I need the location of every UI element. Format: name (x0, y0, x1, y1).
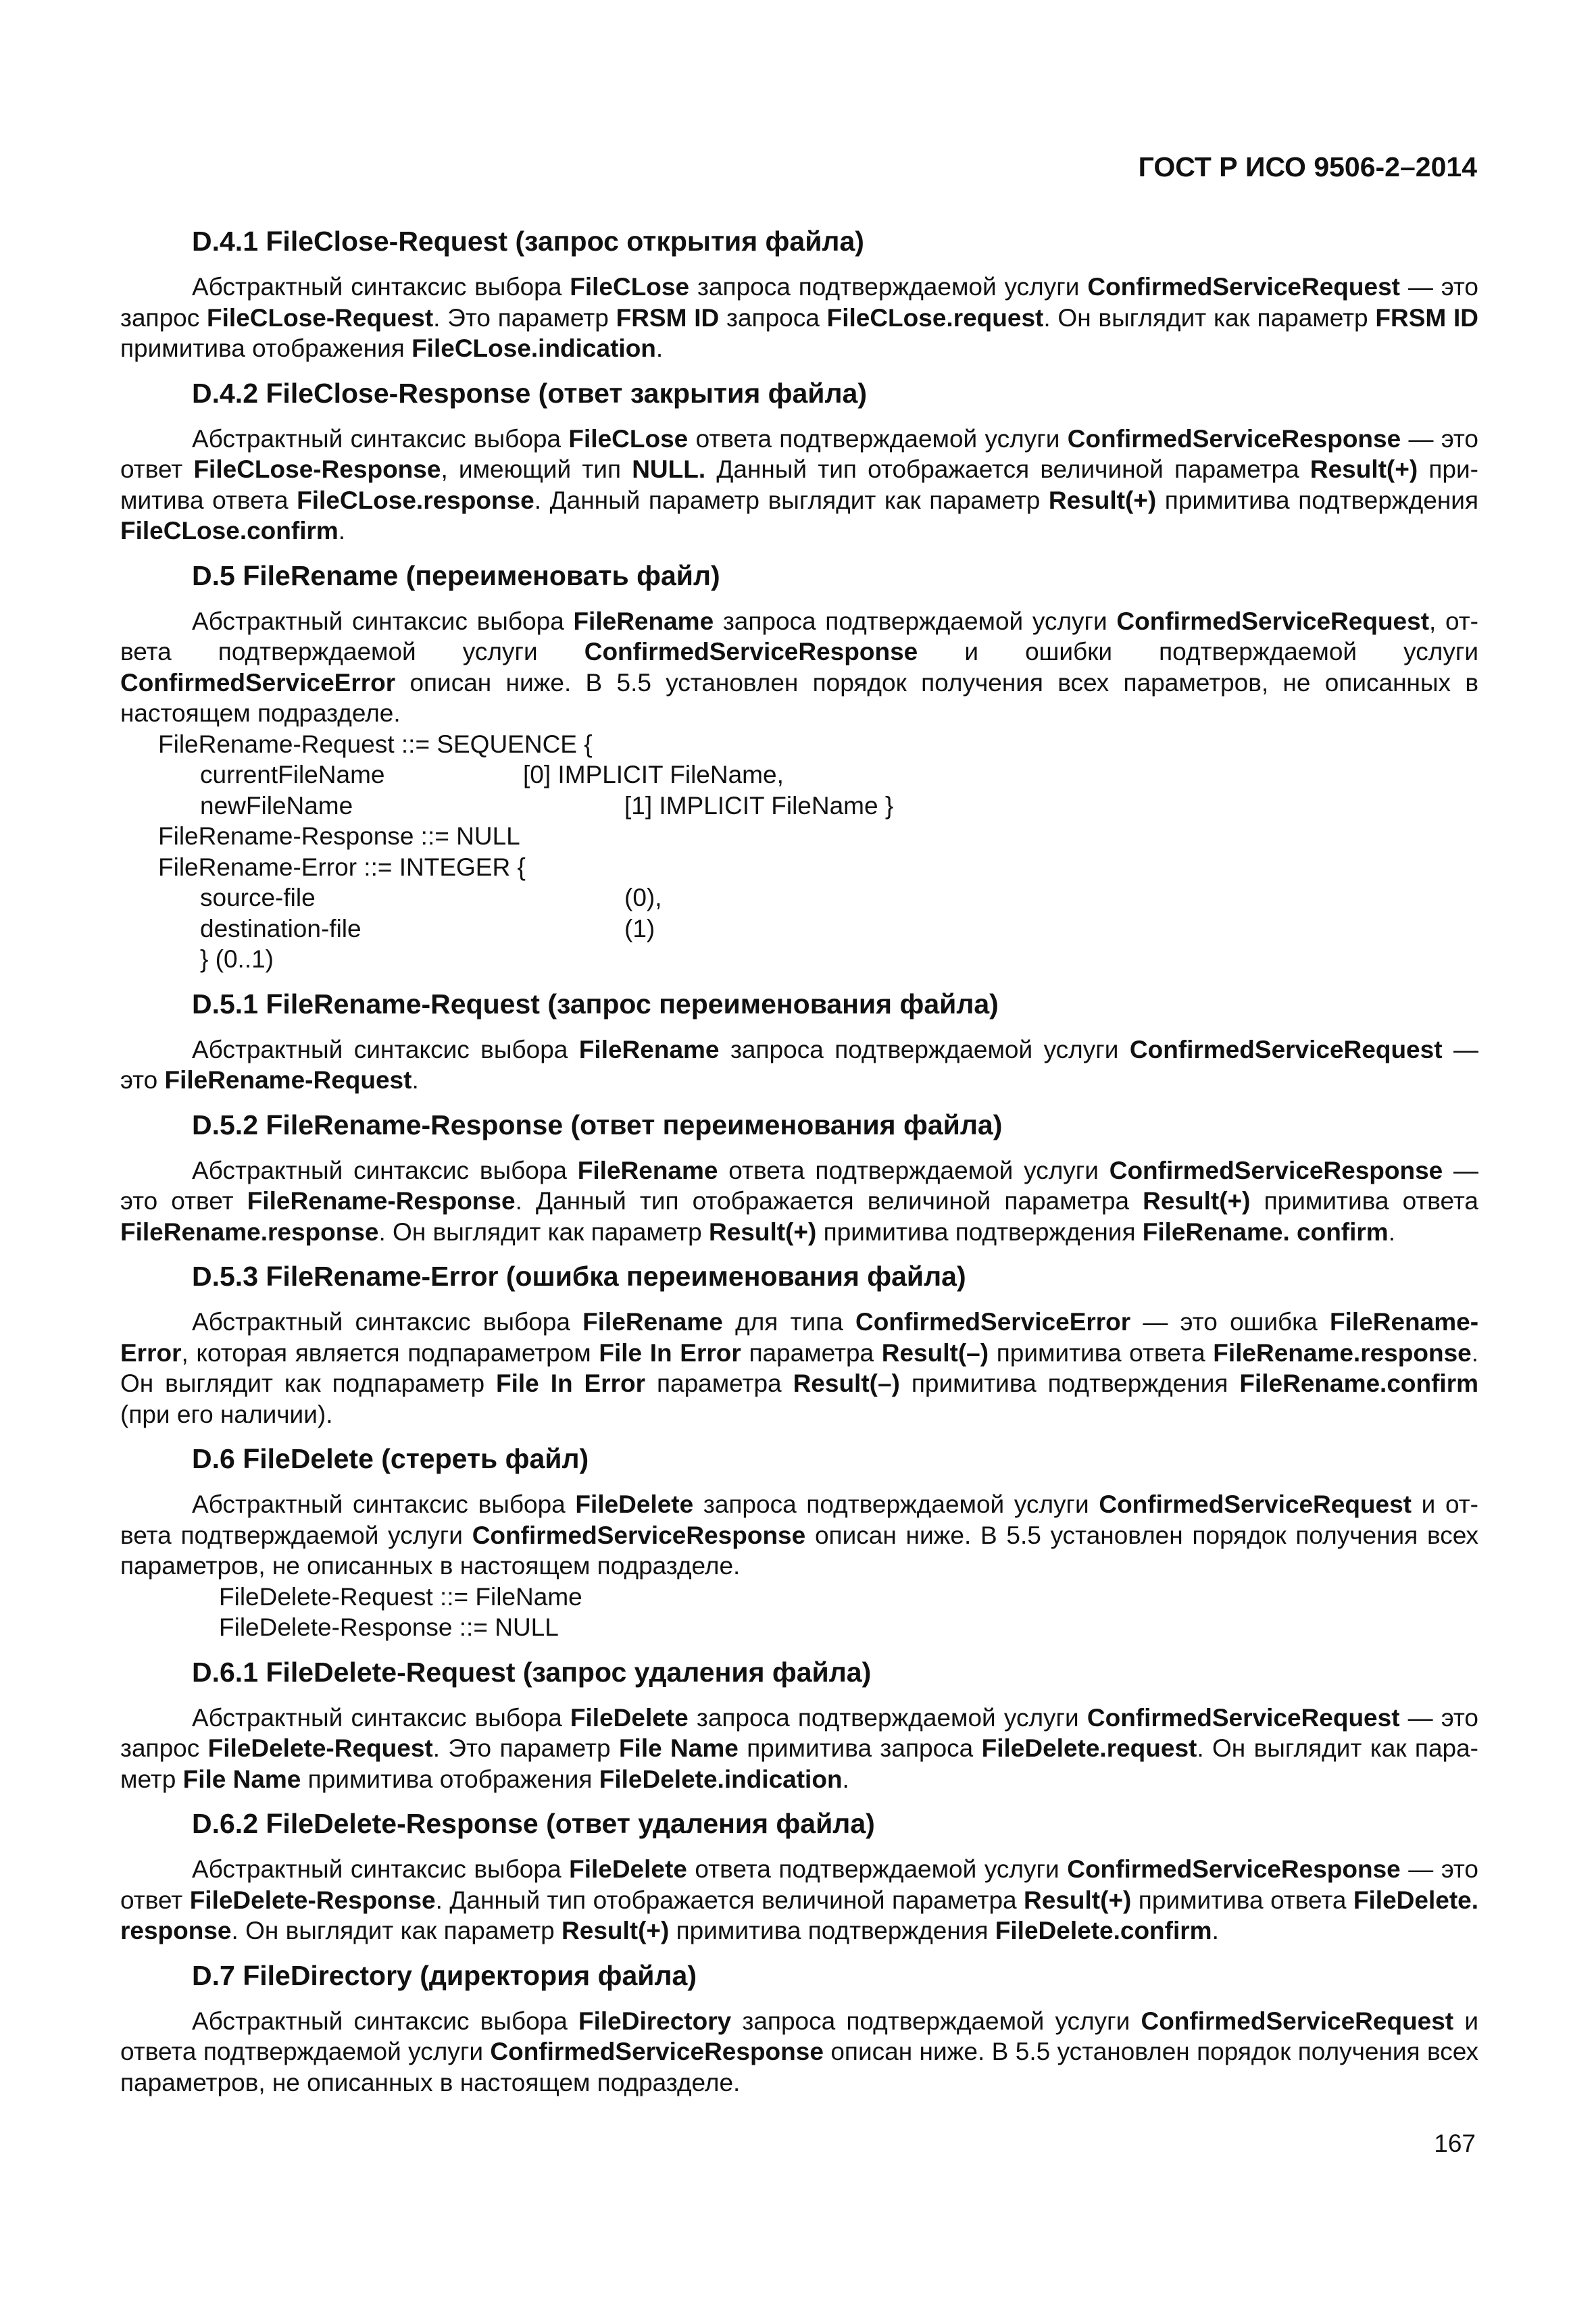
bold-term: FileCLose (570, 273, 690, 301)
text-run: запроса подтверждаемой услуги (731, 2007, 1141, 2035)
heading-d6: D.6 FileDelete (стереть файл) (192, 1443, 589, 1474)
paragraph-d52 (120, 1155, 1478, 1248)
paragraph-d42 (120, 424, 1478, 547)
text-run: . Данный тип отображается величиной параметра (435, 1886, 1024, 1914)
text-run: . (1388, 1217, 1395, 1246)
bold-term: FileCLose (568, 424, 689, 453)
heading-d5: D.5 FileRename (переименовать файл) (192, 559, 720, 591)
text-run: . (655, 334, 664, 362)
text-run: . Он выглядит как подпараметр (120, 1338, 1478, 1397)
bold-term: Result(+) (562, 1917, 670, 1944)
bold-term: NULL. (632, 455, 706, 483)
text-run: Абстрактный синтаксис выбора (192, 273, 570, 301)
heading-d42: D.4.2 FileClose-Response (ответ закрытия файла) (192, 377, 868, 409)
heading-d61: D.6.1 FileDelete-Request (запрос удаления файла) (192, 1656, 872, 1688)
heading-d62: D.6.2 FileDelete-Response (ответ удаления файла) (192, 1808, 875, 1839)
text-run: для типа (722, 1308, 856, 1336)
code-line: FileDelete-Response ::= NULL (219, 1613, 559, 1641)
code-line: [1] IMPLICIT FileName } (624, 791, 894, 820)
bold-term: FileRename (582, 1308, 723, 1336)
text-run: запроса подтверждаемой услуги (719, 1035, 1130, 1063)
bold-term: File In Error (599, 1338, 741, 1367)
text-run: — это ответ (120, 1855, 1479, 1914)
text-run: примитива подтверждения (816, 1217, 1143, 1246)
code-line: (1) (624, 914, 655, 942)
text-run: Абстрактный синтаксис выбора (192, 2007, 578, 2035)
bold-term: FileCLose.confirm (120, 517, 339, 545)
text-run: . Данный параметр выглядит как параметр (534, 486, 1049, 514)
bold-term: FileRename-Error (120, 1308, 1479, 1367)
bold-term: FileRename (578, 1035, 720, 1063)
text-run: , которая является подпараметром (181, 1338, 599, 1367)
bold-term: FileCLose.request (826, 303, 1044, 332)
text-run: — это ответ (120, 424, 1479, 483)
bold-term: FileRename-Request (164, 1066, 412, 1094)
text-run: запроса подтверждаемой услуги (714, 607, 1117, 635)
paragraph-d5 (120, 606, 1478, 729)
heading-d7: D.7 FileDirectory (директория файла) (192, 1959, 697, 1991)
code-line: FileRename-Error ::= INTEGER { (158, 853, 526, 881)
bold-term: Result(+) (1048, 486, 1157, 514)
bold-term: Result(+) (1024, 1886, 1132, 1914)
bold-term: ConfirmedServiceResponse (490, 2038, 824, 2065)
bold-term: FRSM ID (616, 303, 720, 332)
text-run: ответа подтверждаемой услуги (688, 424, 1068, 453)
text-run: примитива ответа (1131, 1886, 1353, 1914)
text-run: примитива отображения (301, 1765, 599, 1793)
text-run: Данный тип отображается величиной параметра (705, 455, 1310, 483)
text-run: примитива запроса (738, 1734, 982, 1762)
text-run: запроса подтверждаемой услуги (693, 1490, 1099, 1518)
code-line: (0), (624, 884, 662, 911)
bold-term: FileDelete.confirm (995, 1917, 1212, 1944)
bold-term: Result(–) (881, 1338, 989, 1367)
text-run: . (1212, 1917, 1219, 1944)
text-run: и ответа подтверждаемой услуги (120, 2007, 1478, 2065)
heading-d53: D.5.3 FileRename-Error (ошибка переименования файла) (192, 1261, 966, 1292)
text-run: примитива ответа (1250, 1187, 1479, 1215)
text-run: запроса (719, 303, 827, 332)
text-run: Абстрактный синтаксис выбора (192, 1855, 570, 1883)
text-run: Абстрактный синтаксис выбора (192, 607, 574, 635)
text-run: — это ошибка (1130, 1308, 1330, 1336)
text-run: — это запрос (120, 273, 1479, 332)
text-run: . Это параметр (432, 1734, 619, 1762)
bold-term: ConfirmedServiceRequest (1087, 1703, 1400, 1732)
text-run: примитива ответа (989, 1338, 1214, 1367)
text-run: запроса подтверждаемой услуги (689, 273, 1088, 301)
bold-term: FileDelete.request (981, 1734, 1197, 1762)
code-line: } (0..1) (200, 945, 274, 973)
text-run: . Он выглядит как параметр (378, 1217, 709, 1246)
bold-term: File Name (618, 1734, 739, 1762)
text-run: Абстрактный синтаксис выбора (192, 424, 569, 453)
bold-term: ConfirmedServiceResponse (584, 638, 918, 665)
text-run: примитива подтверждения (669, 1917, 995, 1944)
text-run: параметра (741, 1338, 882, 1367)
bold-term: ConfirmedServiceRequest (1116, 607, 1430, 635)
text-run: . (842, 1765, 849, 1793)
text-run: . Это параметр (433, 303, 616, 332)
bold-term: FileDelete-Request (207, 1734, 433, 1762)
text-run: Абстрактный синтаксис выбора (192, 1490, 576, 1518)
bold-term: FileDelete (569, 1855, 687, 1883)
bold-term: FileDelete (575, 1490, 694, 1518)
text-run: и ошибки подтверждаемой услуги (918, 638, 1478, 665)
text-run: Абстрактный синтаксис выбора (192, 1156, 578, 1184)
paragraph-d62 (120, 1854, 1478, 1946)
text-run: . Он выглядит как пара-метр (120, 1734, 1478, 1793)
bold-term: FileRename. confirm (1142, 1217, 1389, 1246)
bold-term: ConfirmedServiceResponse (1109, 1156, 1443, 1184)
paragraph-d7 (120, 2006, 1478, 2098)
bold-term: FileCLose.indication (412, 334, 656, 362)
text-run: примитива отображения (120, 334, 412, 362)
text-run: ответа подтверждаемой услуги (687, 1855, 1068, 1883)
bold-term: ConfirmedServiceRequest (1129, 1035, 1443, 1063)
bold-term: Result(+) (1310, 455, 1418, 483)
code-line: newFileName (200, 791, 353, 820)
bold-term: ConfirmedServiceError (120, 668, 396, 697)
bold-term: ConfirmedServiceResponse (1067, 1855, 1401, 1883)
bold-term: ConfirmedServiceResponse (1067, 424, 1401, 453)
bold-term: FileCLose-Request (207, 303, 434, 332)
page-number: 167 (1434, 2130, 1476, 2157)
bold-term: FileDelete. response (120, 1886, 1478, 1944)
bold-term: ConfirmedServiceRequest (1141, 2007, 1454, 2035)
text-run: и от-вета подтверждаемой услуги (120, 1490, 1479, 1549)
paragraph-d41 (120, 272, 1478, 364)
bold-term: Result(+) (708, 1217, 817, 1246)
text-run: . Он выглядит как параметр (231, 1917, 562, 1944)
bold-term: Result(–) (793, 1369, 900, 1397)
text-run: описан ниже. В 5.5 установлен порядок получения всех параметров, не описанных в настоящем подразделе. (120, 2038, 1478, 2096)
bold-term: FileDelete.indication (599, 1765, 843, 1793)
bold-term: FileRename.confirm (1239, 1369, 1479, 1397)
paragraph-d51 (120, 1034, 1478, 1096)
code-block-filedelete (120, 1582, 1478, 1643)
text-run: при-митива ответа (120, 455, 1478, 514)
text-run: , от-вета подтверждаемой услуги (120, 607, 1479, 665)
bold-term: FileDelete-Response (189, 1886, 436, 1914)
page-content (120, 224, 1478, 2098)
bold-term: File In Error (496, 1369, 646, 1397)
code-line: [0] IMPLICIT FileName, (523, 761, 784, 788)
bold-term: Result(+) (1143, 1187, 1251, 1215)
bold-term: FileCLose-Response (193, 455, 441, 483)
bold-term: FileRename (573, 607, 714, 635)
paragraph-d61 (120, 1703, 1478, 1795)
code-line: FileDelete-Request ::= FileName (219, 1582, 582, 1611)
text-run: Абстрактный синтаксис выбора (192, 1035, 579, 1063)
text-run: (при его наличии). (120, 1400, 333, 1428)
bold-term: FileRename-Response (247, 1187, 516, 1215)
code-block-filerename (120, 729, 1478, 975)
code-line: source-file (200, 884, 316, 911)
bold-term: FileRename.response (1213, 1338, 1472, 1367)
text-run: , имеющий тип (441, 455, 632, 483)
text-run: ответа подтверждаемой услуги (718, 1156, 1109, 1184)
heading-d52: D.5.2 FileRename-Response (ответ переименования файла) (192, 1109, 1003, 1140)
text-run: запроса подтверждаемой услуги (688, 1703, 1087, 1732)
bold-term: FileRename.response (120, 1217, 379, 1246)
bold-term: ConfirmedServiceResponse (472, 1521, 806, 1549)
bold-term: ConfirmedServiceRequest (1087, 273, 1400, 301)
text-run: . (338, 517, 346, 545)
text-run: — это запрос (120, 1703, 1479, 1762)
bold-term: FRSM ID (1375, 303, 1479, 332)
code-line: FileRename-Response ::= NULL (158, 822, 520, 850)
heading-d41: D.4.1 FileClose-Request (запрос открытия файла) (192, 226, 864, 257)
text-run: описан ниже. В 5.5 установлен порядок получения всех параметров, не описанных в настоящем подразделе. (120, 668, 1478, 727)
text-run: примитива подтверждения (1156, 486, 1478, 514)
bold-term: FileDirectory (578, 2007, 732, 2035)
code-line: FileRename-Request ::= SEQUENCE { (158, 730, 593, 758)
code-line: currentFileName (200, 761, 385, 788)
text-run: . Он выглядит как параметр (1043, 303, 1376, 332)
paragraph-d6 (120, 1489, 1478, 1582)
text-run: описан ниже. В 5.5 установлен порядок получения всех параметров, не описанных в настоящем подразделе. (120, 1521, 1478, 1580)
bold-term: FileCLose.response (297, 486, 534, 514)
text-run: примитива подтверждения (899, 1369, 1240, 1397)
text-run: — это ответ (120, 1156, 1479, 1215)
bold-term: ConfirmedServiceRequest (1099, 1490, 1412, 1518)
heading-d51: D.5.1 FileRename-Request (запрос переименования файла) (192, 988, 999, 1020)
bold-term: File Name (182, 1765, 301, 1793)
standard-code: ГОСТ Р ИСО 9506-2–2014 (1138, 151, 1477, 182)
text-run: Абстрактный синтаксис выбора (192, 1703, 570, 1732)
text-run: . Данный тип отображается величиной параметра (515, 1187, 1143, 1215)
text-run: . (412, 1066, 419, 1094)
bold-term: FileDelete (570, 1703, 689, 1732)
text-run: — это (120, 1035, 1478, 1094)
paragraph-d53 (120, 1307, 1478, 1430)
code-line: destination-file (200, 914, 361, 942)
text-run: параметра (645, 1369, 793, 1397)
text-run: Абстрактный синтаксис выбора (192, 1308, 583, 1336)
bold-term: ConfirmedServiceError (855, 1308, 1131, 1336)
bold-term: FileRename (577, 1156, 718, 1184)
